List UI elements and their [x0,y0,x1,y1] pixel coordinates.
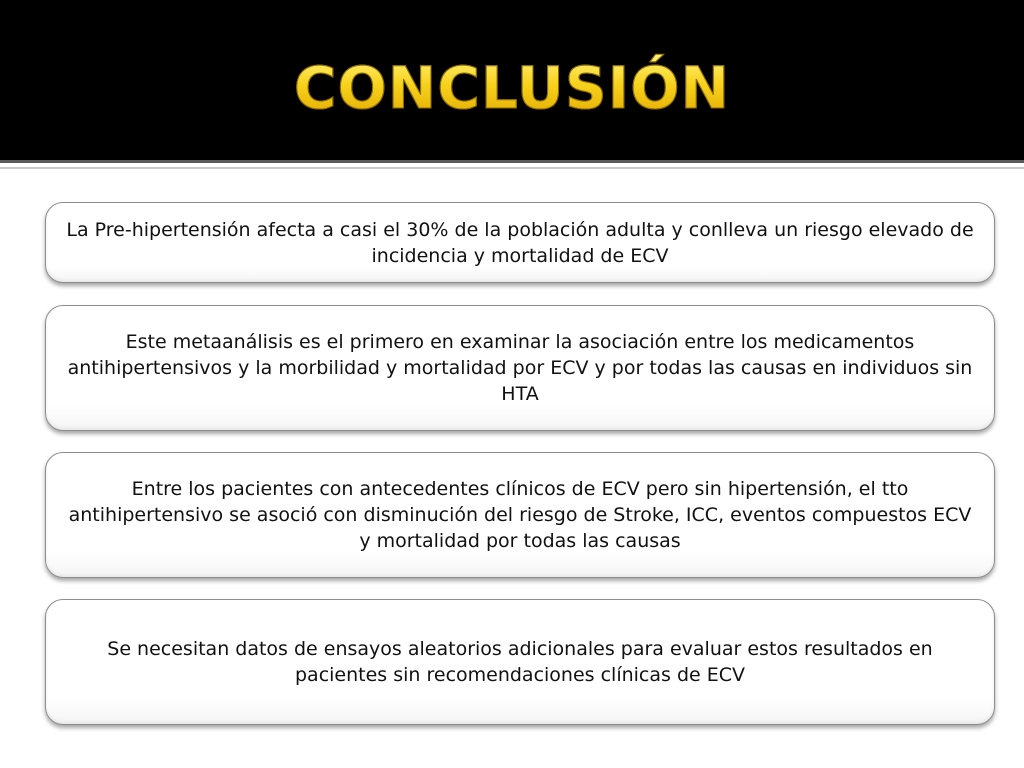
conclusion-box-4 [45,599,995,725]
conclusion-box-2 [45,305,995,431]
conclusion-box-1 [45,202,995,283]
conclusion-text-4: Se necesitan datos de ensayos aleatorios adicionales para evaluar estos resultados en pacientes sin recomendaciones clínicas de ECV [107,638,933,686]
conclusion-box-3 [45,452,995,578]
title-divider-light [0,167,1024,169]
title-divider [0,160,1024,163]
conclusion-text-3: Entre los pacientes con antecedentes clínicos de ECV pero sin hipertensión, el tto antihipertensivo se asoció con disminución del riesgo de Stroke, ICC, eventos compuestos ECV y mortalidad por todas las causas [68,478,972,552]
slide-title [0,52,1024,124]
conclusion-text-1: La Pre-hipertensión afecta a casi el 30% de la población adulta y conlleva un riesgo elevado de incidencia y mortalidad de ECV [66,218,974,267]
slide-title-text: CONCLUSIÓN [293,54,731,122]
conclusion-text-2: Este metaanálisis es el primero en examinar la asociación entre los medicamentos antihipertensivos y la morbilidad y mortalidad por ECV y por todas las causas en individuos sin HTA [67,331,973,405]
